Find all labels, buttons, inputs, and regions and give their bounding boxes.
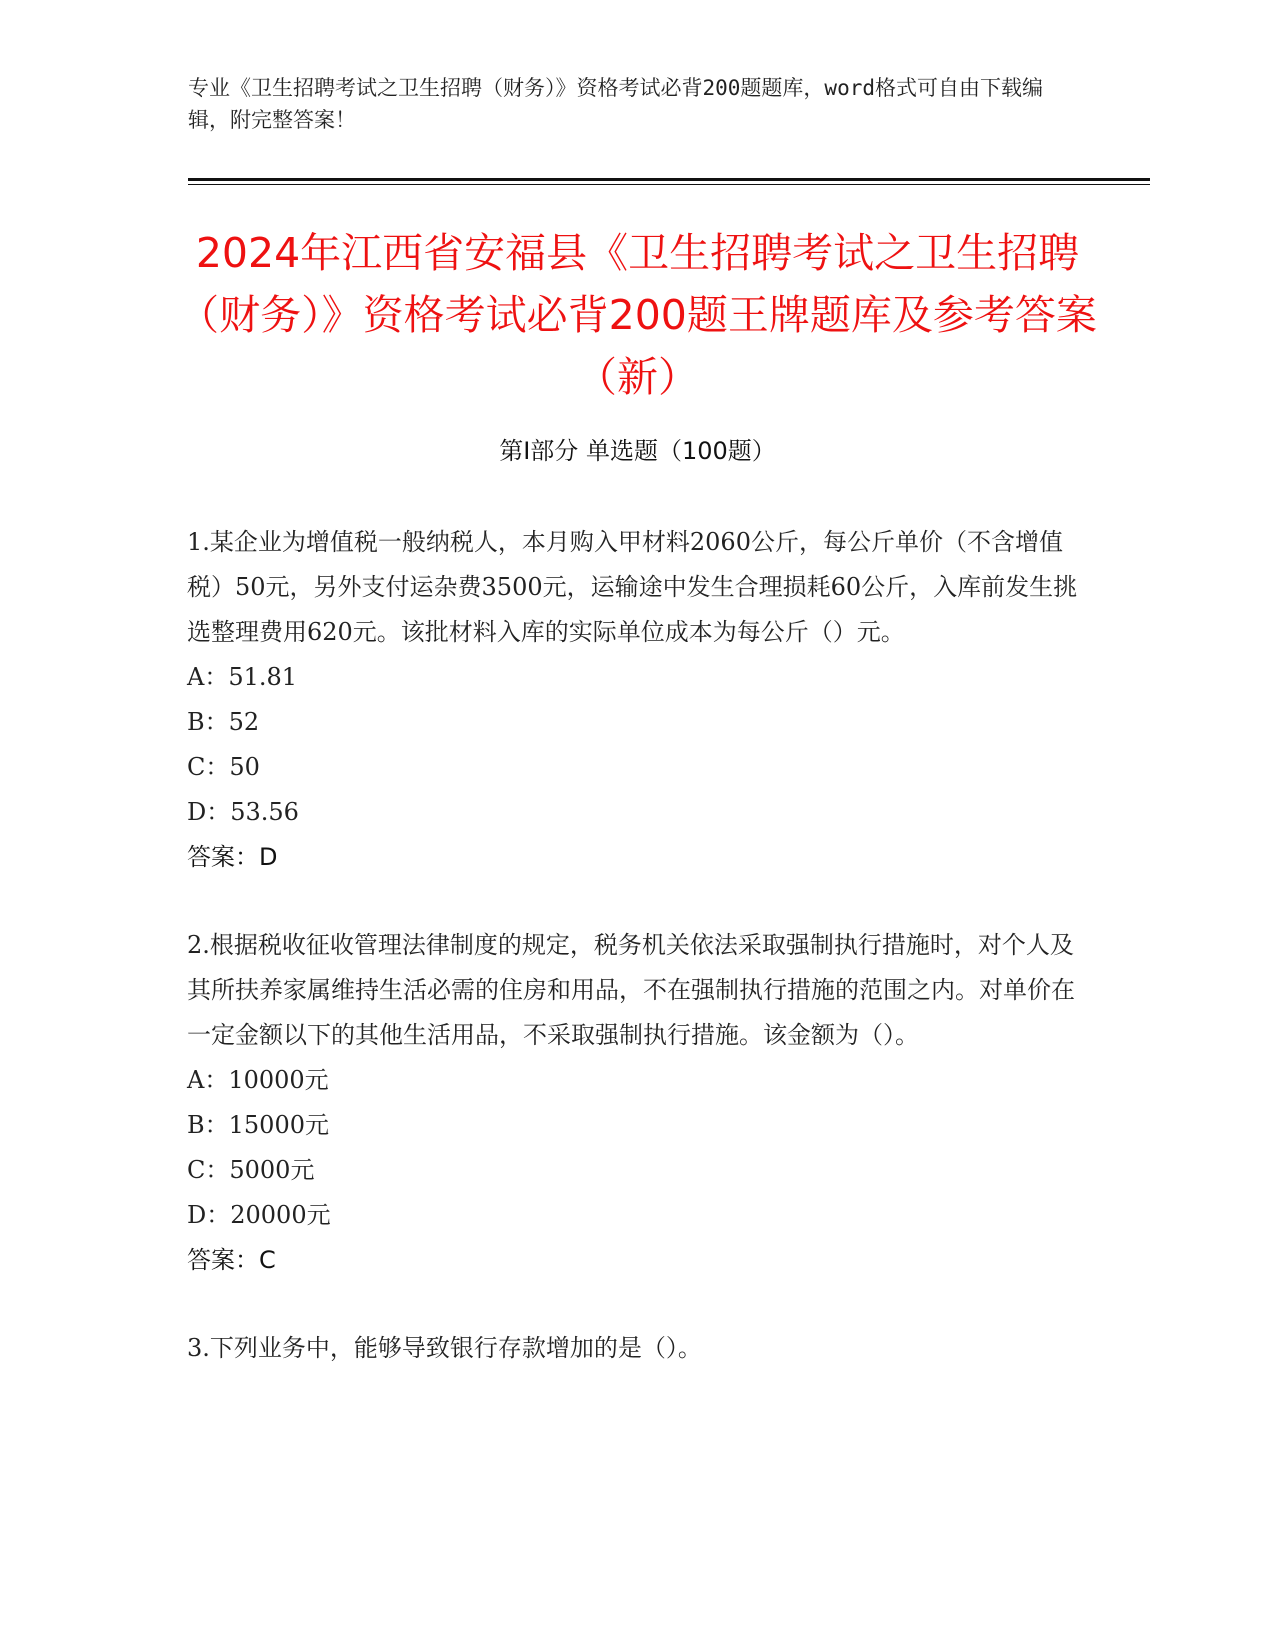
section-heading: 第Ⅰ部分 单选题（100题）	[499, 437, 776, 465]
question-stem: 3.下列业务中，能够导致银行存款增加的是（）。	[187, 1334, 702, 1362]
option-d: D：53.56	[187, 798, 299, 826]
question-3	[187, 1326, 1087, 1371]
option-b: B：15000元	[187, 1111, 329, 1139]
option-a: A：10000元	[187, 1066, 329, 1094]
answer: 答案：C	[187, 1246, 276, 1274]
option-a: A：51.81	[187, 663, 298, 691]
question-list	[187, 520, 1087, 1414]
header-divider-thin	[188, 184, 1150, 185]
question-stem: 1.某企业为增值税一般纳税人，本月购入甲材料2060公斤，每公斤单价（不含增值税）50元，另外支付运杂费3500元，运输途中发生合理损耗60公斤，入库前发生挑选整理费用620元。该批材料入库的实际单位成本为每公斤（）元。	[187, 528, 1078, 646]
question-stem: 2.根据税收征收管理法律制度的规定，税务机关依法采取强制执行措施时，对个人及其所扶养家属维持生活必需的住房和用品，不在强制执行措施的范围之内。对单价在一定金额以下的其他生活用品，不采取强制执行措施。该金额为（）。	[187, 931, 1075, 1049]
document-title: 2024年江西省安福县《卫生招聘考试之卫生招聘（财务）》资格考试必背200题王牌题库及参考答案（新）	[178, 229, 1097, 401]
answer: 答案：D	[187, 843, 278, 871]
option-c: C：5000元	[187, 1156, 315, 1184]
header-note: 专业《卫生招聘考试之卫生招聘（财务）》资格考试必背200题题库，word格式可自由下载编辑，附完整答案！	[188, 76, 1043, 132]
option-b: B：52	[187, 708, 260, 736]
question-1	[187, 520, 1087, 880]
option-d: D：20000元	[187, 1201, 331, 1229]
header-divider-thick	[188, 178, 1150, 181]
question-2	[187, 923, 1087, 1283]
option-c: C：50	[187, 753, 260, 781]
